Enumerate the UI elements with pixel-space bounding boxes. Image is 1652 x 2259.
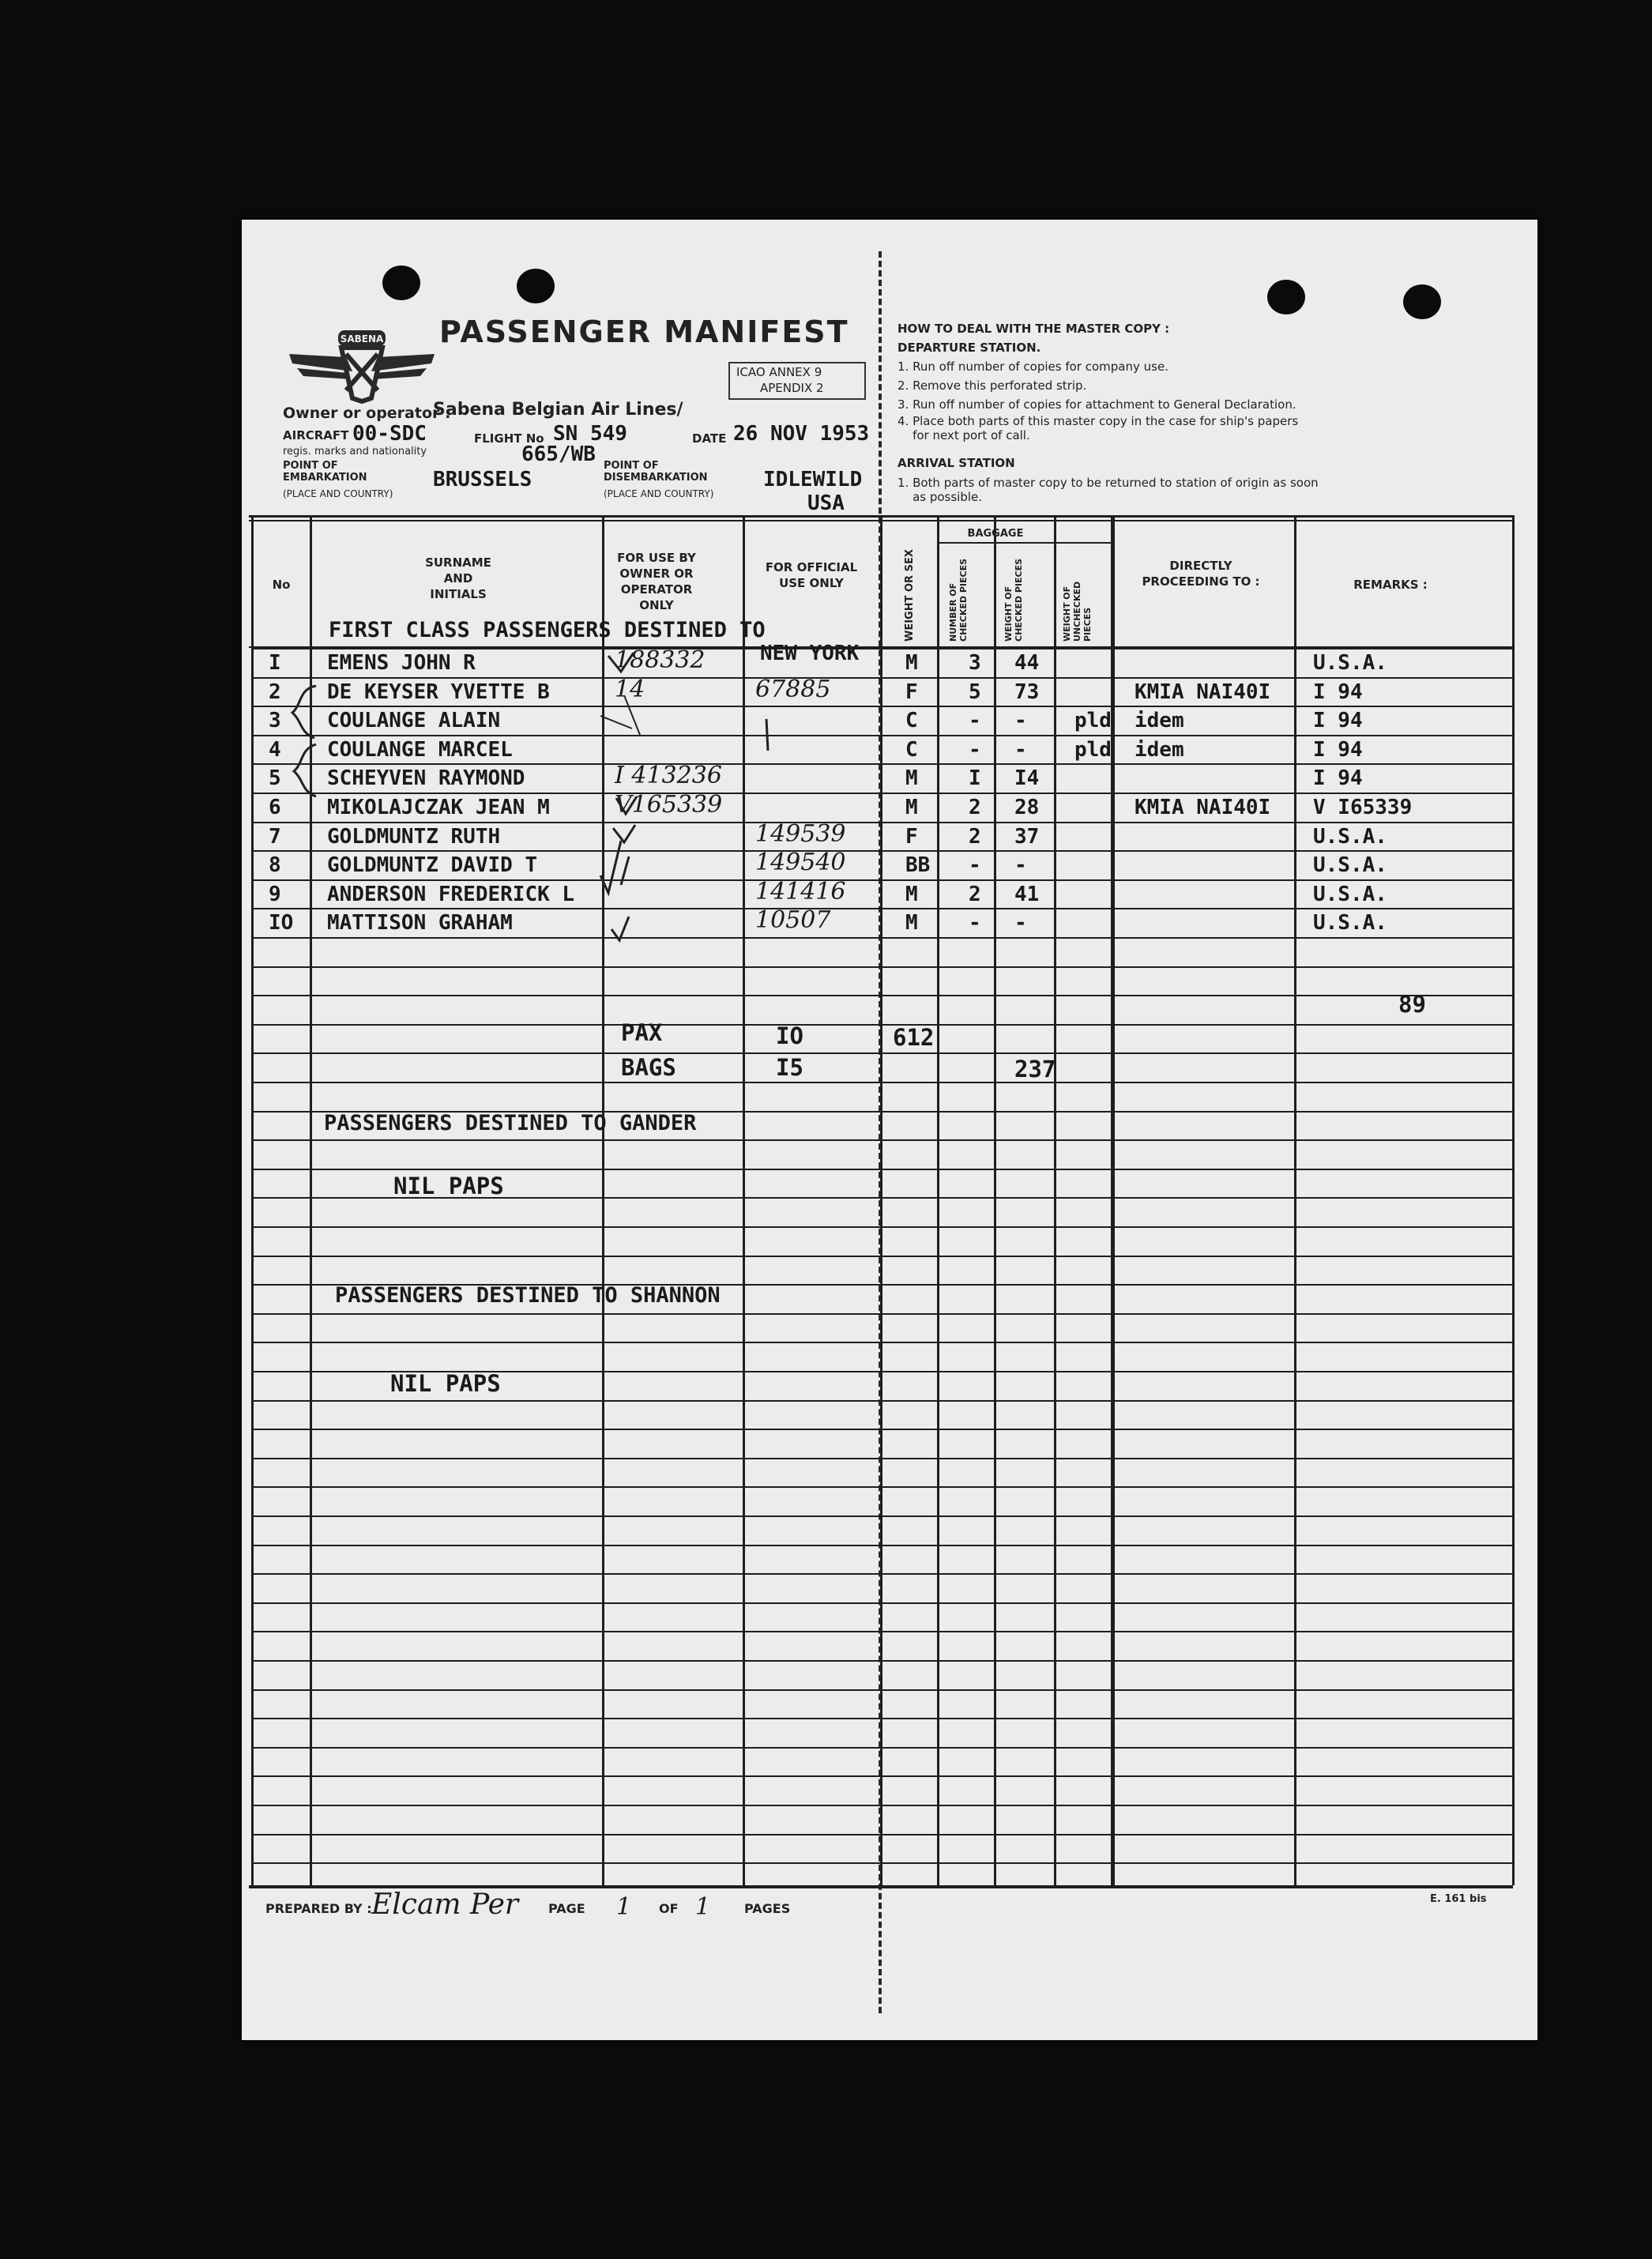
passenger-remarks: I 94 [1313,680,1363,704]
passenger-no: 5 [269,766,281,791]
instruction-line: 3. Run off number of copies for attachment to General Declaration. [897,397,1296,412]
passenger-sex: M [905,882,918,906]
col-no: No [272,578,291,592]
unchecked-weight: pld [1074,737,1112,762]
owner-use-value: V165339 [615,791,723,819]
checked-pieces: 2 [969,824,981,849]
remarks-total: 89 [1398,991,1426,1018]
checked-pieces: - [969,737,981,762]
icao-annex: ICAO ANNEX 9 [736,365,822,379]
passenger-sex: C [905,737,918,762]
instruction-line: 2. Remove this perforated strip. [897,378,1087,393]
unchecked-weight: pld [1074,709,1112,733]
column-rule [251,515,254,1885]
checked-weight: - [1014,737,1027,762]
instruction-line: 1. Both parts of master copy to be returned to station of origin as soon [897,476,1319,490]
instruction-line: as possible. [897,490,983,504]
pax-weight: 612 [893,1024,935,1051]
checked-weight: - [1014,853,1027,878]
bags-value: I5 [776,1054,803,1081]
owner-use-value: I 413236 [615,762,722,790]
passenger-no: 8 [269,853,281,878]
checked-weight: - [1014,709,1027,733]
passenger-sex: BB [905,853,931,878]
passenger-no: 6 [269,796,281,819]
checked-pieces: - [969,709,981,733]
section-first-class-destination: NEW YORK [760,642,860,665]
bracket-mark-icon [284,681,332,815]
embark-label: POINT OF EMBARKATION [283,460,367,484]
departure-label: DEPARTURE STATION. [897,341,1041,355]
prepared-label: PREPARED BY : [265,1901,372,1916]
checked-weight: - [1014,911,1027,936]
sabena-logo-icon [284,322,439,405]
col-remarks: REMARKS : [1353,578,1428,592]
embark-sub: (PLACE AND COUNTRY) [283,488,393,499]
passenger-sex: M [905,651,918,675]
proceeding-to: KMIA NAI40I [1135,680,1271,704]
bags-weight: 237 [1014,1056,1056,1082]
column-rule [937,515,939,1885]
passenger-remarks: I 94 [1313,766,1363,791]
passenger-remarks: V I65339 [1313,796,1413,819]
checked-pieces: - [969,911,981,936]
col-baggage: BAGGAGE [967,528,1024,540]
date-label: DATE [692,431,727,446]
passenger-name: EMENS JOHN R [327,651,476,675]
icao-appendix: APENDIX 2 [760,381,824,395]
of-label: OF [659,1901,679,1916]
instruction-line: 1. Run off number of copies for company use. [897,360,1168,374]
passenger-sex: F [905,680,918,704]
owner-use-value: 14 [615,675,645,703]
col-surname: SURNAME AND INITIALS [425,555,491,601]
passenger-name: COULANGE MARCEL [327,737,513,762]
passenger-remarks: U.S.A. [1313,911,1387,936]
date-value: 26 NOV 1953 [733,422,870,446]
passenger-no: 3 [269,709,281,733]
flight-value: SN 549 [553,422,627,446]
passenger-name: GOLDMUNTZ DAVID T [327,853,538,878]
section-first-class: FIRST CLASS PASSENGERS DESTINED TO [329,618,766,642]
official-use-value: 149540 [755,849,846,877]
column-rule [1054,515,1056,1885]
passenger-name: GOLDMUNTZ RUTH [327,824,501,849]
page-label: PAGE [548,1901,585,1916]
icao-box [728,362,866,400]
passenger-sex: F [905,824,918,849]
official-use-value: 10507 [755,906,831,935]
checked-pieces: 2 [969,882,981,906]
passenger-remarks: U.S.A. [1313,651,1387,675]
punch-hole [1267,280,1305,314]
pages-label: PAGES [744,1901,791,1916]
passenger-remarks: U.S.A. [1313,824,1387,849]
official-use-value: 149539 [755,819,846,848]
passenger-remarks: I 94 [1313,737,1363,762]
col-number-checked: NUMBER OF CHECKED PIECES [948,558,969,642]
section-shannon: PASSENGERS DESTINED TO SHANNON [335,1283,721,1308]
passenger-sex: M [905,766,918,791]
logo-text: SABENA [340,333,384,344]
baggage-rule [937,542,1112,544]
embark-value: BRUSSELS [433,468,532,491]
disembark-sub: (PLACE AND COUNTRY) [604,488,714,499]
column-rule [1112,515,1115,1885]
checked-weight: 41 [1014,882,1040,906]
passenger-name: COULANGE ALAIN [327,709,501,733]
instructions-title: HOW TO DEAL WITH THE MASTER COPY : [897,322,1170,336]
col-weight-unchecked: WEIGHT OF UNCHECKED PIECES [1062,581,1093,642]
passenger-no: IO [269,911,294,936]
official-use-value: 141416 [755,877,846,905]
instruction-line: 4. Place both parts of this master copy in the case for ship's papers [897,414,1299,428]
passenger-name: SCHEYVEN RAYMOND [327,766,525,791]
passenger-no: 4 [269,737,281,762]
checked-pieces: - [969,853,981,878]
passenger-name: MATTISON GRAHAM [327,911,513,936]
proceeding-to: idem [1135,709,1184,733]
col-proceeding: DIRECTLY PROCEEDING TO : [1142,559,1260,589]
owner-value: Sabena Belgian Air Lines/ [433,400,683,420]
check-mark-icon [585,648,916,948]
checked-weight: 28 [1014,796,1040,819]
passenger-sex: C [905,709,918,733]
disembark-country: USA [807,491,845,515]
col-weight-sex: WEIGHT OR SEX [904,549,916,642]
passenger-no: 9 [269,882,281,906]
arrival-instructions [897,476,1319,504]
passenger-no: 7 [269,824,281,849]
checked-weight: I4 [1014,766,1040,791]
column-rule [994,515,996,1885]
column-rule [1294,515,1296,1885]
passenger-sex: M [905,911,918,936]
page-value: 1 [616,1893,632,1921]
passenger-name: MIKOLAJCZAK JEAN M [327,796,550,819]
checked-weight: 73 [1014,680,1040,704]
shannon-nil: NIL PAPS [390,1370,501,1397]
owner-label: Owner or operator : [283,405,451,422]
instruction-line: for next port of call. [897,428,1030,442]
pax-value: IO [776,1022,803,1049]
checked-weight: 44 [1014,651,1040,675]
disembark-label: POINT OF DISEMBARKATION [604,460,708,484]
passenger-remarks: U.S.A. [1313,853,1387,878]
passenger-name: DE KEYSER YVETTE B [327,680,550,704]
punch-hole [1403,284,1441,319]
manifest-title: PASSENGER MANIFEST [439,314,849,349]
official-use-value: 67885 [755,675,831,703]
form-code: E. 161 bis [1430,1893,1487,1905]
passenger-remarks: U.S.A. [1313,882,1387,906]
col-weight-checked: WEIGHT OF CHECKED PIECES [1003,558,1024,642]
prepared-signature: Elcam Per [371,1888,519,1921]
passenger-remarks: I 94 [1313,709,1363,733]
passenger-name: ANDERSON FREDERICK L [327,882,575,906]
column-rule [1512,515,1515,1885]
owner-use-value: 188332 [615,646,706,674]
arrival-label: ARRIVAL STATION [897,456,1015,470]
checked-pieces: I [969,766,981,791]
of-value: 1 [695,1893,711,1921]
section-gander: PASSENGERS DESTINED TO GANDER [324,1111,697,1135]
checked-pieces: 3 [969,651,981,675]
checked-pieces: 5 [969,680,981,704]
flight-value-2: 665/WB [521,442,596,466]
col-official-use: FOR OFFICIAL USE ONLY [765,560,858,590]
proceeding-to: idem [1135,737,1184,762]
passenger-no: I [269,651,281,675]
punch-hole [382,265,420,300]
departure-instructions [897,357,1298,442]
aircraft-label: AIRCRAFT [283,428,349,442]
aircraft-value: 00-SDC [352,422,427,446]
proceeding-to: KMIA NAI40I [1135,796,1271,819]
gander-nil: NIL PAPS [393,1173,504,1199]
passenger-sex: M [905,796,918,819]
passenger-no: 2 [269,680,281,704]
checked-pieces: 2 [969,796,981,819]
flight-label: FLIGHT No [474,431,544,446]
punch-hole [517,269,555,303]
checked-weight: 37 [1014,824,1040,849]
bags-label: BAGS [621,1054,676,1081]
regis-label: regis. marks and nationality [283,446,427,457]
disembark-value: IDLEWILD [763,468,863,491]
pax-label: PAX [621,1019,663,1046]
col-owner-use: FOR USE BY OWNER OR OPERATOR ONLY [617,551,696,612]
